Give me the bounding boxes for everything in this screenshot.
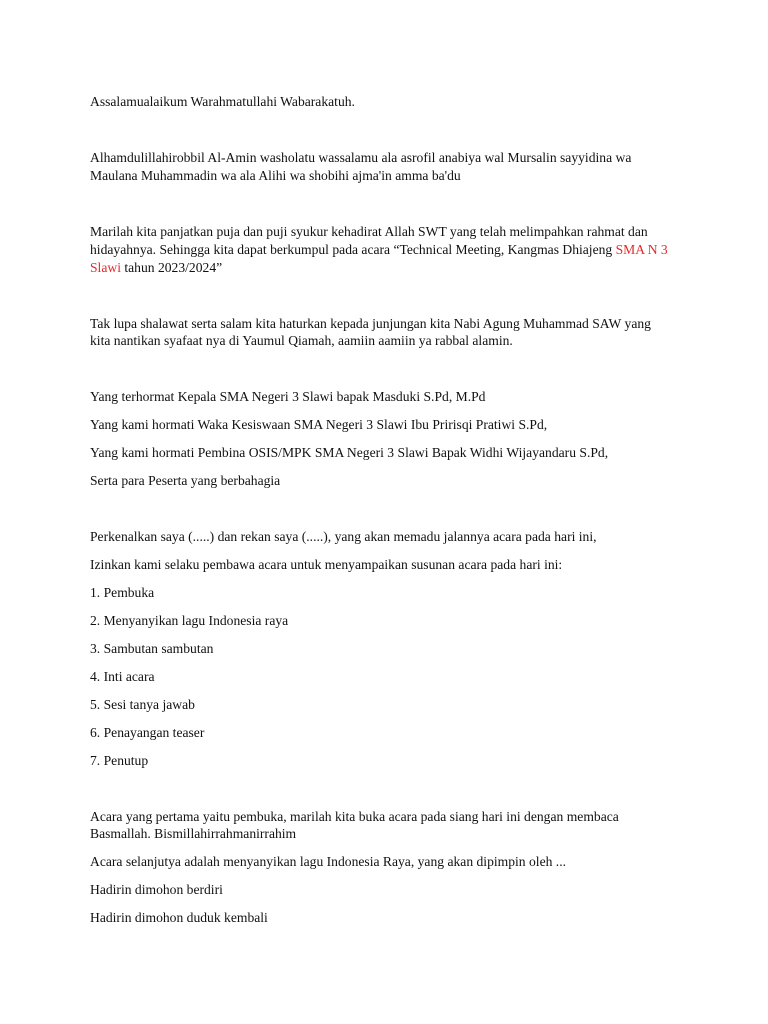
gratitude-line-2-text: hidayahnya. Sehingga kita dapat berkumpul pada acara “Technical Meeting, Kangmas Dhiajeng xyxy=(90,242,616,257)
agenda-item: 6. Penayangan teaser xyxy=(90,725,205,740)
closing-line-2: Hadirin dimohon berdiri xyxy=(90,882,223,897)
closing-line-3: Hadirin dimohon duduk kembali xyxy=(90,910,268,925)
closing-line-1: Acara selanjutya adalah menyanyikan lagu Indonesia Raya, yang akan dipimpin oleh ... xyxy=(90,854,567,869)
gratitude-line-3 xyxy=(90,259,222,276)
agenda-item: 7. Penutup xyxy=(90,753,149,768)
honorific-4: Serta para Peserta yang berbahagia xyxy=(90,473,281,488)
greeting-text: Assalamualaikum Warahmatullahi Wabarakatuh. xyxy=(90,94,355,109)
honorific-3: Yang kami hormati Pembina OSIS/MPK SMA Negeri 3 Slawi Bapak Widhi Wijayandaru S.Pd, xyxy=(90,445,609,460)
opening-line-2: Maulana Muhammadin wa ala Alihi wa shobihi ajma'in amma ba'du xyxy=(90,168,461,183)
school-city-highlight: Slawi xyxy=(90,260,121,275)
agenda-item: 2. Menyanyikan lagu Indonesia raya xyxy=(90,613,289,628)
honorific-2: Yang kami hormati Waka Kesiswaan SMA Negeri 3 Slawi Ibu Pririsqi Pratiwi S.Pd, xyxy=(90,417,548,432)
introduction-text: Perkenalkan saya (.....) dan rekan saya (.....), yang akan memadu jalannya acara pada hari ini, xyxy=(90,529,597,544)
gratitude-line-2 xyxy=(90,241,668,258)
first-event-line-1: Acara yang pertama yaitu pembuka, marilah kita buka acara pada siang hari ini dengan membaca xyxy=(90,809,619,824)
gratitude-line-3-text: tahun 2023/2024” xyxy=(120,260,223,275)
opening-line-1: Alhamdulillahirobbil Al-Amin washolatu wassalamu ala asrofil anabiya wal Mursalin sayyidina wa xyxy=(90,150,632,165)
agenda-item: 5. Sesi tanya jawab xyxy=(90,697,195,712)
gratitude-line-1: Marilah kita panjatkan puja dan puji syukur kehadirat Allah SWT yang telah melimpahkan rahmat dan xyxy=(90,224,648,239)
agenda-intro-text: Izinkan kami selaku pembawa acara untuk menyampaikan susunan acara pada hari ini: xyxy=(90,557,563,572)
agenda-item: 4. Inti acara xyxy=(90,669,155,684)
first-event-line-2: Basmallah. Bismillahirrahmanirrahim xyxy=(90,826,297,841)
school-name-highlight: SMA N 3 xyxy=(615,242,668,257)
agenda-item: 3. Sambutan sambutan xyxy=(90,641,214,656)
agenda-item: 1. Pembuka xyxy=(90,585,155,600)
honorific-1: Yang terhormat Kepala SMA Negeri 3 Slawi bapak Masduki S.Pd, M.Pd xyxy=(90,389,486,404)
shalawat-line-1: Tak lupa shalawat serta salam kita haturkan kepada junjungan kita Nabi Agung Muhammad SAW yang xyxy=(90,316,651,331)
shalawat-line-2: kita nantikan syafaat nya di Yaumul Qiamah, aamiin aamiin ya rabbal alamin. xyxy=(90,333,513,348)
